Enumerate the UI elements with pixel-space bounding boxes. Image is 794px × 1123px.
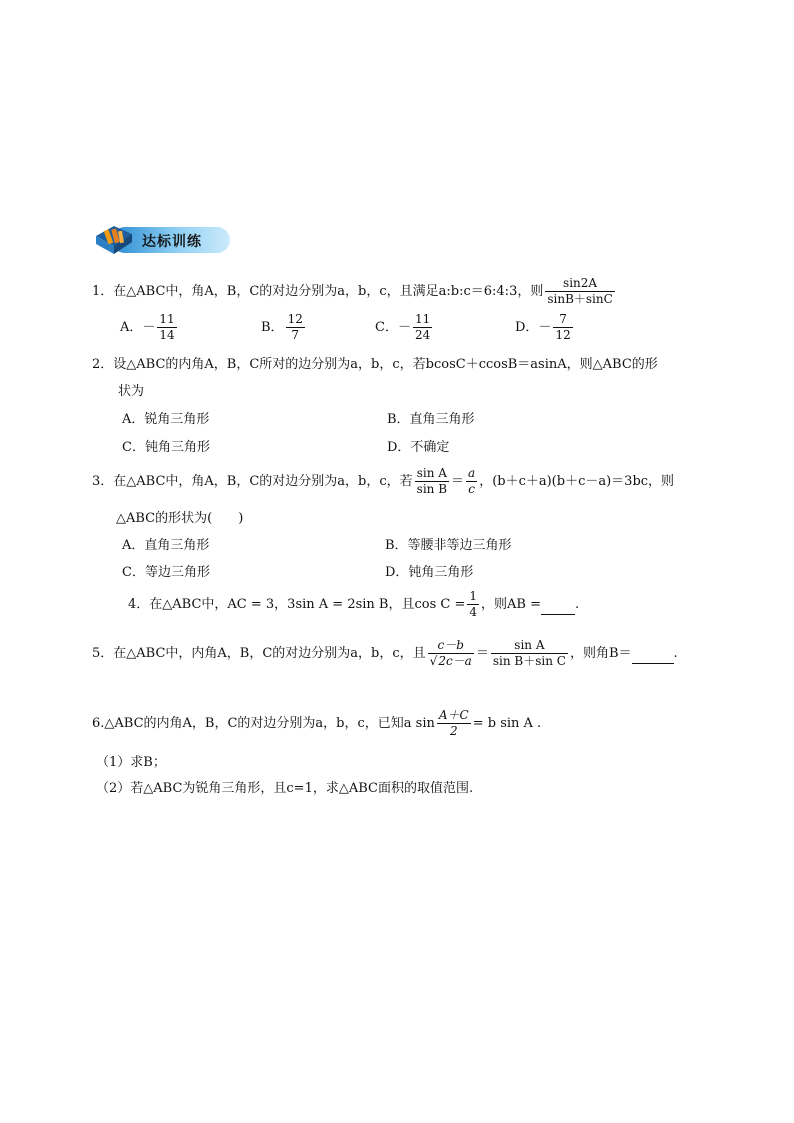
question-6-part-2: （2）若△ABC为锐角三角形，且c=1，求△ABC面积的取值范围. xyxy=(96,781,474,796)
fraction: $\frac{a}{c}$ xyxy=(468,466,476,496)
books-icon xyxy=(92,222,136,256)
question-stem: 设△ABC的内角A，B，C所对的边分别为a，b，c，若bcosC＋ccosB＝asinA，则△ABC的形 xyxy=(113,357,658,372)
section-banner xyxy=(92,222,230,256)
q1-option-b[interactable]: B． $\frac{12}{7}$ xyxy=(261,312,303,342)
question-1 xyxy=(92,276,617,307)
q3-option-a[interactable]: A．直角三角形 xyxy=(122,538,210,553)
q1-option-a[interactable]: A．－ $\frac{11}{14}$ xyxy=(120,312,175,342)
fraction: $\frac{A+C}{2}$ xyxy=(438,708,469,738)
question-3-line2: △ABC的形状为( ) xyxy=(116,511,244,526)
question-4: 4．在△ABC中，AC = 3，3sin A = 2sin B，且cos C = $\frac{1}{4}$ ，则AB = . xyxy=(128,589,580,619)
question-stem: △ABC的内角A，B，C的对边分别为a，b，c，已知a sin xyxy=(104,716,435,731)
question-number: 2． xyxy=(92,357,114,372)
q3-option-d[interactable]: D．钝角三角形 xyxy=(385,565,474,580)
fraction: $\frac{1}{4}$ xyxy=(469,589,478,619)
q1-option-d[interactable]: D．－ $\frac{7}{12}$ xyxy=(515,312,571,342)
question-5: 5．在△ABC中，内角A，B，C的对边分别为a，b，c，且 $\frac{c-b}{√2c-a}$ ＝ $\frac{\text{sin A}}{\text{sin B＋sin C}}$ ，则角B＝ . xyxy=(92,638,678,668)
section-title: 达标训练 xyxy=(142,234,202,250)
answer-blank[interactable] xyxy=(541,596,575,615)
fraction: $\frac{\text{sin A}}{\text{sin B}}$ xyxy=(416,466,448,496)
fraction: $\frac{\sin 2A}{\sin B+\sin C}$ xyxy=(547,276,613,306)
question-6-part-1: （1）求B； xyxy=(96,755,166,770)
q3-option-c[interactable]: C．等边三角形 xyxy=(122,565,210,580)
question-number: 3． xyxy=(92,474,114,489)
question-number: 5． xyxy=(92,646,114,661)
q2-option-a[interactable]: A．锐角三角形 xyxy=(122,412,210,427)
q2-option-b[interactable]: B．直角三角形 xyxy=(387,412,475,427)
question-stem: 在△ABC中，AC = 3，3sin A = 2sin B，且cos C = xyxy=(149,597,466,612)
question-stem: 在△ABC中，角A，B，C的对边分别为a，b，c，且满足a:b:c＝6:4:3，则 xyxy=(113,284,544,299)
question-2-line2: 状为 xyxy=(118,384,145,399)
fraction: $\frac{\text{sin A}}{\text{sin B＋sin C}}$ xyxy=(492,638,566,668)
question-stem: 在△ABC中，角A，B，C的对边分别为a，b，c，若 xyxy=(113,474,413,489)
question-number: 4． xyxy=(128,597,150,612)
q3-option-b[interactable]: B．等腰非等边三角形 xyxy=(385,538,512,553)
question-3: 3．在△ABC中，角A，B，C的对边分别为a，b，c，若 $\frac{\text{sin A}}{\text{sin B}}$ ＝ $\frac{a}{c}$ ，(b＋c＋a)(b＋c－a)＝3bc，则 xyxy=(92,466,675,496)
q1-option-c[interactable]: C．－ $\frac{11}{24}$ xyxy=(375,312,431,342)
question-stem: 在△ABC中，内角A，B，C的对边分别为a，b，c，且 xyxy=(113,646,426,661)
question-2 xyxy=(92,356,658,374)
question-number: 6. xyxy=(92,716,105,731)
q2-option-c[interactable]: C．钝角三角形 xyxy=(122,440,210,455)
question-number: 1． xyxy=(92,284,114,299)
answer-blank[interactable] xyxy=(632,645,674,664)
q2-option-d[interactable]: D．不确定 xyxy=(387,440,450,455)
fraction: $\frac{c-b}{√2c-a}$ xyxy=(429,638,472,668)
question-6: 6.△ABC的内角A，B，C的对边分别为a，b，c，已知a sin $\frac{A+C}{2}$ = b sin A . xyxy=(92,708,542,738)
